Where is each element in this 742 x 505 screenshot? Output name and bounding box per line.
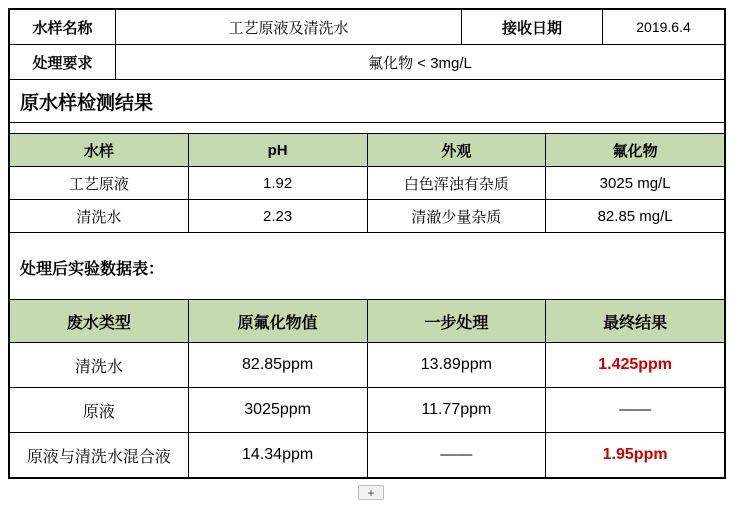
spreadsheet-sheet bbox=[8, 8, 726, 479]
receive-date-value[interactable]: 2019.6.4 bbox=[603, 10, 725, 45]
cell-first-step[interactable]: —— bbox=[367, 433, 546, 478]
section1-spacer bbox=[10, 123, 725, 134]
spacer-cell bbox=[10, 287, 725, 300]
col-header-final-result: 最终结果 bbox=[546, 300, 725, 343]
cell-fluoride[interactable]: 82.85 mg/L bbox=[546, 200, 725, 233]
cell-waste-type[interactable]: 原液 bbox=[10, 388, 189, 433]
col-header-first-step: 一步处理 bbox=[367, 300, 546, 343]
sample-name-value[interactable]: 工艺原液及清洗水 bbox=[116, 10, 462, 45]
receive-date-label: 接收日期 bbox=[462, 10, 603, 45]
col-header-appearance: 外观 bbox=[367, 134, 546, 167]
requirement-label: 处理要求 bbox=[10, 45, 116, 80]
table-row bbox=[10, 10, 725, 45]
cell-original-fluoride[interactable]: 3025ppm bbox=[188, 388, 367, 433]
section1-table bbox=[9, 80, 725, 233]
requirement-value[interactable]: 氟化物 < 3mg/L bbox=[116, 45, 725, 80]
cell-original-fluoride[interactable]: 82.85ppm bbox=[188, 343, 367, 388]
section2-table bbox=[9, 233, 725, 478]
table-row bbox=[10, 343, 725, 388]
col-header-ph: pH bbox=[188, 134, 367, 167]
cell-ph[interactable]: 2.23 bbox=[188, 200, 367, 233]
cell-appearance[interactable]: 清澈少量杂质 bbox=[367, 200, 546, 233]
cell-waste-type[interactable]: 原液与清洗水混合液 bbox=[10, 433, 189, 478]
section2-header-row bbox=[10, 300, 725, 343]
spacer-cell bbox=[10, 233, 725, 247]
table-row bbox=[10, 200, 725, 233]
table-row bbox=[10, 45, 725, 80]
spacer-cell bbox=[10, 123, 725, 134]
cell-first-step[interactable]: 13.89ppm bbox=[367, 343, 546, 388]
section1-title: 原水样检测结果 bbox=[10, 80, 725, 123]
section1-header-row bbox=[10, 134, 725, 167]
section2-title: 处理后实验数据表： bbox=[10, 247, 725, 287]
table-row bbox=[10, 167, 725, 200]
col-header-sample: 水样 bbox=[10, 134, 189, 167]
cell-ph[interactable]: 1.92 bbox=[188, 167, 367, 200]
info-table bbox=[9, 9, 725, 80]
col-header-fluoride: 氟化物 bbox=[546, 134, 725, 167]
table-row bbox=[10, 433, 725, 478]
section2-title-row bbox=[10, 247, 725, 287]
col-header-original-fluoride: 原氟化物值 bbox=[188, 300, 367, 343]
cell-original-fluoride[interactable]: 14.34ppm bbox=[188, 433, 367, 478]
page-left-margin bbox=[0, 0, 8, 505]
cell-fluoride[interactable]: 3025 mg/L bbox=[546, 167, 725, 200]
cell-sample[interactable]: 工艺原液 bbox=[10, 167, 189, 200]
cell-first-step[interactable]: 11.77ppm bbox=[367, 388, 546, 433]
cell-final-result[interactable]: 1.95ppm bbox=[546, 433, 725, 478]
cell-appearance[interactable]: 白色浑浊有杂质 bbox=[367, 167, 546, 200]
cell-waste-type[interactable]: 清洗水 bbox=[10, 343, 189, 388]
table-row bbox=[10, 388, 725, 433]
col-header-waste-type: 废水类型 bbox=[10, 300, 189, 343]
section2-spacer-top bbox=[10, 233, 725, 247]
section1-title-row bbox=[10, 80, 725, 123]
add-row-container bbox=[0, 484, 742, 502]
sample-name-label: 水样名称 bbox=[10, 10, 116, 45]
cell-final-result[interactable]: —— bbox=[546, 388, 725, 433]
cell-sample[interactable]: 清洗水 bbox=[10, 200, 189, 233]
add-row-button[interactable]: + bbox=[358, 485, 384, 500]
cell-final-result[interactable]: 1.425ppm bbox=[546, 343, 725, 388]
section2-spacer bbox=[10, 287, 725, 300]
